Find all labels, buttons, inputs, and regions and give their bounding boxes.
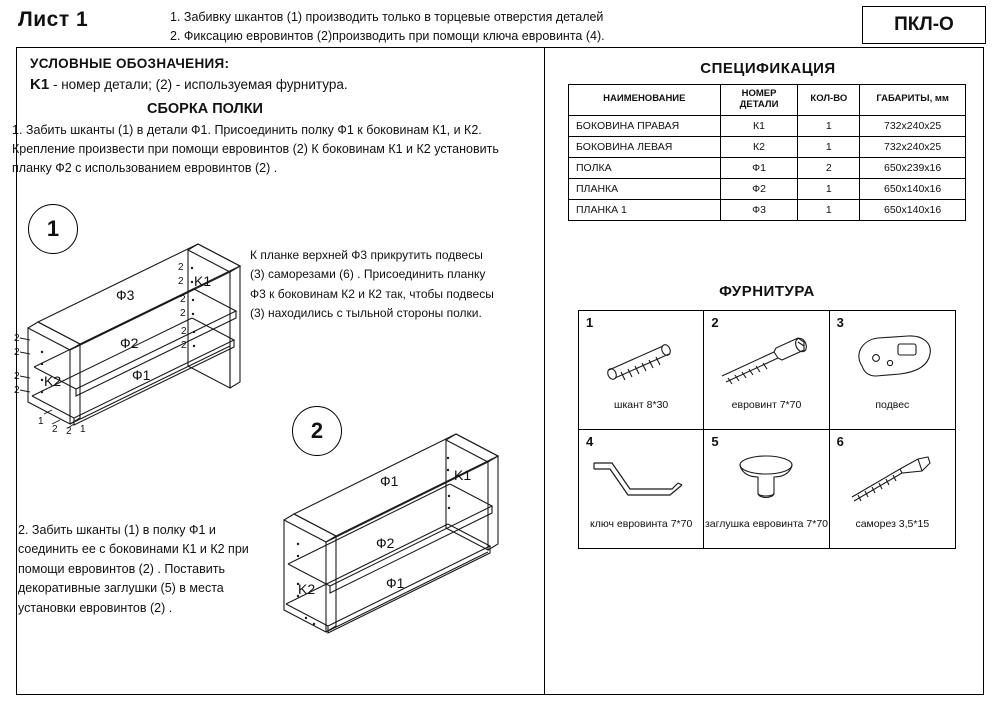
step-marker-1-label: 1 <box>46 216 60 241</box>
svg-text:Ф2: Ф2 <box>120 335 139 351</box>
page-title: Лист 1 <box>18 8 89 31</box>
svg-text:Ф1: Ф1 <box>380 473 399 489</box>
spec-title: СПЕЦИФИКАЦИЯ <box>700 60 836 77</box>
furniture-item-hanger <box>830 311 955 430</box>
spec-cell-size: 732х240х25 <box>860 136 966 157</box>
furniture-item-number: 5 <box>711 433 719 449</box>
svg-text:K1: K1 <box>454 467 472 483</box>
spec-cell-qty: 2 <box>798 157 860 178</box>
furniture-item-number: 4 <box>586 433 594 449</box>
table-row <box>569 136 966 157</box>
assembly-title: СБОРКА ПОЛКИ <box>147 100 263 117</box>
svg-text:1: 1 <box>38 416 44 427</box>
furniture-item-number: 6 <box>836 433 844 449</box>
dowel-icon <box>579 311 703 399</box>
table-row <box>569 199 966 220</box>
legend-desc: - номер детали; (2) - используемая фурнитура. <box>52 77 348 93</box>
spec-cell-name: ПЛАНКА 1 <box>569 199 721 220</box>
legend-title: УСЛОВНЫЕ ОБОЗНАЧЕНИЯ: <box>30 56 230 71</box>
svg-text:K2: K2 <box>44 373 62 389</box>
furniture-item-dowel <box>579 311 704 430</box>
spec-col-size: ГАБАРИТЫ, мм <box>860 85 966 116</box>
svg-text:2: 2 <box>14 385 20 396</box>
furniture-item-screw <box>830 430 955 549</box>
furniture-item-label: подвес <box>875 398 910 411</box>
spec-cell-qty: 1 <box>798 178 860 199</box>
furniture-title: ФУРНИТУРА <box>719 283 815 300</box>
header-note-1: 1. Забивку шкантов (1) производить только в торцевые отверстия деталей <box>170 10 604 24</box>
spec-cell-size: 650х140х16 <box>860 178 966 199</box>
spec-cell-part: Ф3 <box>720 199 798 220</box>
svg-text:2: 2 <box>52 424 58 435</box>
spec-cell-name: ПОЛКА <box>569 157 721 178</box>
spec-cell-qty: 1 <box>798 136 860 157</box>
svg-text:2: 2 <box>14 371 20 382</box>
selftap-screw-icon <box>830 430 955 519</box>
spec-cell-name: БОКОВИНА ПРАВАЯ <box>569 115 721 136</box>
furniture-item-key <box>579 430 704 549</box>
spec-cell-name: ПЛАНКА <box>569 178 721 199</box>
svg-text:K2: K2 <box>298 581 316 597</box>
legend-key: K1 <box>30 76 50 94</box>
header-notes <box>170 8 700 47</box>
svg-text:2: 2 <box>181 340 187 351</box>
furniture-item-number: 1 <box>586 315 594 330</box>
shelf-isometric-drawing-2 <box>258 418 528 658</box>
column-divider <box>544 47 545 695</box>
spec-cell-size: 650х140х16 <box>860 199 966 220</box>
spec-cell-part: Ф2 <box>720 178 798 199</box>
svg-text:2: 2 <box>180 308 186 319</box>
spec-cell-part: К1 <box>720 115 798 136</box>
svg-text:2: 2 <box>178 262 184 273</box>
table-row <box>569 157 966 178</box>
furniture-item-label: заглушка евровинта 7*70 <box>704 518 828 530</box>
furniture-item-number: 3 <box>836 315 844 330</box>
product-code-box <box>862 6 986 44</box>
hanger-note-text: К планке верхней Ф3 прикрутить подвесы (3) саморезами (6) . Присоединить планку Ф3 к боковинам К2 и К2 так, чтобы подвесы (3) находились с тыльной стороны полки. <box>250 248 494 321</box>
svg-text:1: 1 <box>80 424 86 435</box>
assembly-step1-text: 1. Забить шканты (1) в детали Ф1. Присоединить полку Ф1 к боковинам К1, и К2. Крепление произвести при помощи евровинтов (2) К боковинам К1 и К2 установить планку Ф2 с использованием евровинтов (2) . <box>12 123 499 175</box>
legend-block <box>30 54 530 121</box>
spec-cell-part: К2 <box>720 136 798 157</box>
spec-cell-name: БОКОВИНА ЛЕВАЯ <box>569 136 721 157</box>
product-code: ПКЛ-О <box>894 14 954 35</box>
spec-col-name: НАИМЕНОВАНИЕ <box>569 85 721 116</box>
table-row <box>569 178 966 199</box>
hanger-icon <box>830 311 955 399</box>
legend-line <box>30 74 530 97</box>
shelf-isometric-drawing-1 <box>8 228 268 438</box>
furniture-item-label: ключ евровинта 7*70 <box>590 518 693 530</box>
header-note-2: 2. Фиксацию евровинтов (2)производить при помощи ключа евровинта (4). <box>170 29 605 44</box>
step-marker-2-label: 2 <box>310 418 324 443</box>
spec-table <box>568 84 966 221</box>
furniture-grid <box>578 310 956 549</box>
furniture-item-label: евровинт 7*70 <box>731 398 802 411</box>
svg-text:Ф1: Ф1 <box>132 367 151 383</box>
spec-col-qty: КОЛ-ВО <box>798 85 860 116</box>
svg-text:2: 2 <box>180 294 186 305</box>
spec-cell-qty: 1 <box>798 199 860 220</box>
furniture-item-cap <box>704 430 829 549</box>
svg-text:Ф1: Ф1 <box>386 575 405 591</box>
spec-cell-qty: 1 <box>798 115 860 136</box>
spec-cell-size: 732х240х25 <box>860 115 966 136</box>
spec-cell-size: 650х239х16 <box>860 157 966 178</box>
svg-text:2: 2 <box>14 333 20 344</box>
spec-header-row <box>569 85 966 116</box>
furniture-item-label: саморез 3,5*15 <box>855 518 930 530</box>
furniture-item-euroscrew <box>704 311 829 430</box>
table-row <box>569 115 966 136</box>
cap-icon <box>704 430 828 519</box>
svg-text:2: 2 <box>181 326 187 337</box>
svg-text:2: 2 <box>66 426 72 437</box>
svg-text:K1: K1 <box>194 273 212 289</box>
svg-text:2: 2 <box>14 347 20 358</box>
spec-col-part: НОМЕР ДЕТАЛИ <box>720 85 798 116</box>
svg-text:Ф2: Ф2 <box>376 535 395 551</box>
euroscrew-icon <box>704 311 828 399</box>
svg-text:2: 2 <box>178 276 184 287</box>
svg-text:Ф3: Ф3 <box>116 287 135 303</box>
furniture-item-label: шкант 8*30 <box>614 398 669 411</box>
spec-cell-part: Ф1 <box>720 157 798 178</box>
furniture-item-number: 2 <box>711 315 719 330</box>
allen-key-icon <box>579 430 703 519</box>
assembly-step2-text: 2. Забить шканты (1) в полку Ф1 и соединить ее с боковинами К1 и К2 при помощи евровинтов (2) . Поставить декоративные заглушки (5) в места установки евровинтов (2) . <box>18 523 249 615</box>
